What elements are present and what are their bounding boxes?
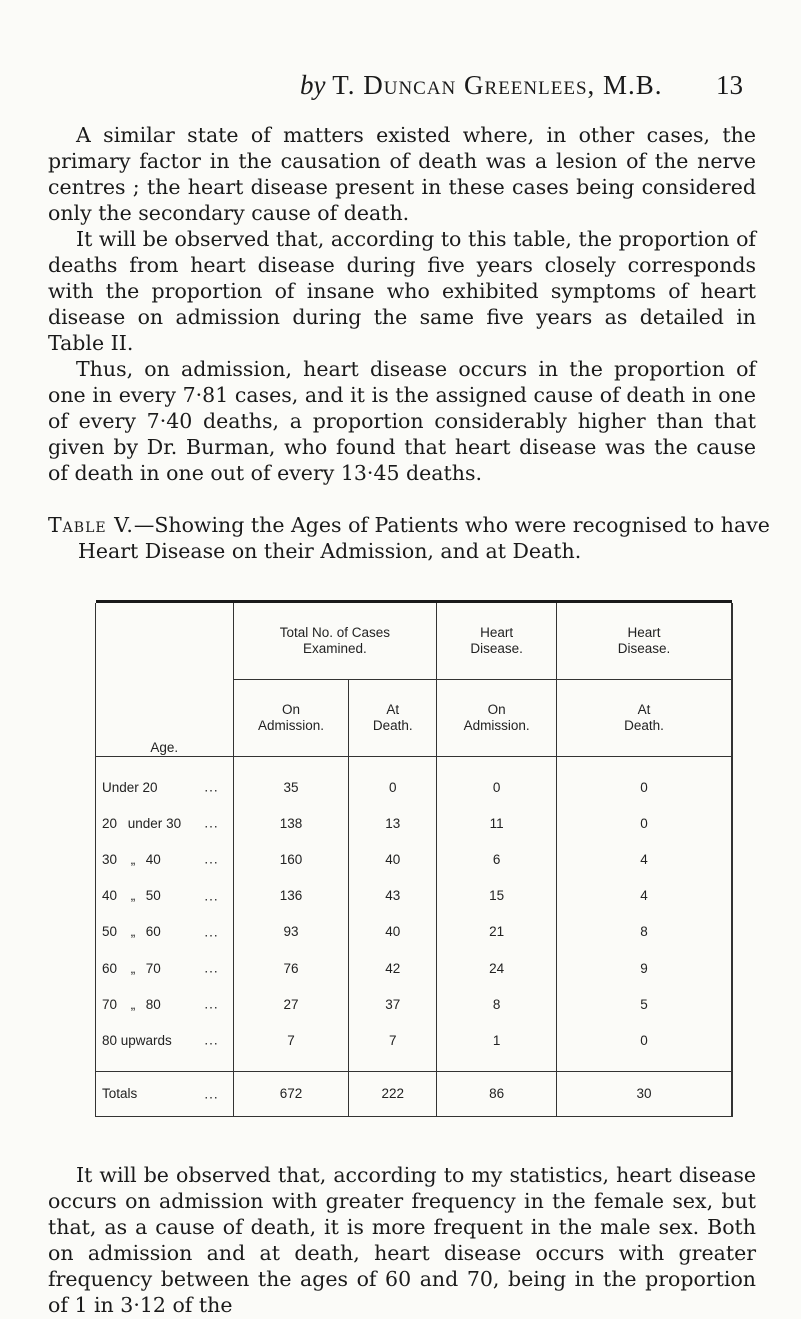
author-name: T. Duncan Greenlees, M.B. [332, 70, 663, 100]
age-to: 50 [145, 888, 161, 904]
header-on-admission-1 [233, 680, 349, 757]
leader-dots: ... [204, 996, 219, 1012]
table-caption-label: Table V. [48, 513, 134, 537]
age-to: 70 [145, 960, 161, 976]
age-from: 60 [102, 960, 118, 976]
age-cell [96, 950, 234, 986]
totals-row [96, 1072, 733, 1117]
death-cell: 37 [349, 986, 437, 1022]
age-cell [96, 769, 234, 805]
death-cell: 0 [349, 769, 437, 805]
age-from: 30 [102, 851, 118, 867]
age-cell [96, 1022, 234, 1058]
death-cell: 7 [349, 1022, 437, 1058]
header-total-cases [233, 603, 437, 680]
hd-death-cell: 4 [557, 878, 733, 914]
hd-admission-cell: 0 [437, 769, 557, 805]
age-from: 50 [102, 924, 118, 940]
age-to: 60 [145, 924, 161, 940]
admission-cell: 160 [233, 841, 349, 877]
death-cell: 40 [349, 914, 437, 950]
leader-dots: ... [204, 924, 219, 940]
age-cell [96, 986, 234, 1022]
age-sep: „ [130, 851, 136, 867]
admission-cell: 35 [233, 769, 349, 805]
totals-label: Totals [102, 1086, 138, 1101]
hd-admission-cell: 11 [437, 805, 557, 841]
age-sep: „ [130, 996, 136, 1012]
paragraph-3: Thus, on admission, heart disease occurs in the proportion of one in every 7·81 cases, and it is the assigned cause of death in one of every 7·40 deaths, a proportion considerably higher than that given by Dr. Burman, who found that heart disease was the cause of death in one out of every 13·45 deaths. [48, 357, 756, 485]
age-from: 70 [102, 996, 118, 1012]
hd-admission-cell: 8 [437, 986, 557, 1022]
death-cell: 40 [349, 841, 437, 877]
totals-admission: 672 [233, 1072, 349, 1117]
death-cell: 43 [349, 878, 437, 914]
leader-dots: ... [204, 779, 219, 795]
header-total-cases-text: Total No. of Cases Examined. [279, 625, 391, 656]
age-heart-disease-table [95, 600, 733, 1117]
paragraph-4: It will be observed that, according to my statistics, heart disease occurs on admission with greater frequency in the female sex, but that, as a cause of death, it is more frequent in the male sex. Both on admission and at death, heart disease occurs with greater frequency between the ages of 60 and 70, being in the proportion of 1 in 3·12 of the [48, 1163, 756, 1317]
paragraph-2: It will be observed that, according to this table, the proportion of deaths from heart disease during five years closely corresponds with the proportion of insane who exhibited symptoms of heart disease on admission during the same five years as detailed in Table II. [48, 227, 756, 355]
hd-death-cell: 9 [557, 950, 733, 986]
running-header [0, 70, 801, 110]
hd-death-cell: 0 [557, 769, 733, 805]
age-label: 80 upwards [102, 1032, 172, 1048]
hd-death-cell: 0 [557, 1022, 733, 1058]
death-cell: 13 [349, 805, 437, 841]
totals-hd-death: 30 [557, 1072, 733, 1117]
header-heart-disease-2-text: Heart Disease. [617, 625, 671, 656]
age-sep: „ [130, 888, 136, 904]
leader-dots: ... [204, 815, 219, 831]
totals-death: 222 [349, 1072, 437, 1117]
age-to: 80 [145, 996, 161, 1012]
table-row [96, 805, 733, 841]
header-at-death-2 [557, 680, 733, 757]
age-to: 40 [145, 851, 161, 867]
table-caption [48, 512, 786, 564]
leader-dots: ... [204, 851, 219, 867]
table-row [96, 986, 733, 1022]
admission-cell: 136 [233, 878, 349, 914]
leader-dots: ... [204, 960, 219, 976]
table-row [96, 914, 733, 950]
header-on-admission-2-text: On Admission. [463, 702, 530, 733]
table-caption-text: —Showing the Ages of Patients who were recognised to have Heart Disease on their Admission, and at Death. [78, 513, 770, 563]
age-label: Under 20 [102, 779, 158, 795]
age-sep: „ [130, 960, 136, 976]
hd-admission-cell: 24 [437, 950, 557, 986]
admission-cell: 76 [233, 950, 349, 986]
age-sep: under [127, 815, 163, 831]
totals-label-cell [96, 1072, 234, 1117]
age-from: 40 [102, 888, 118, 904]
hd-admission-cell: 21 [437, 914, 557, 950]
page-number: 13 [716, 70, 743, 100]
table-row [96, 769, 733, 805]
hd-admission-cell: 1 [437, 1022, 557, 1058]
age-to: 30 [166, 815, 182, 831]
header-at-death-1 [349, 680, 437, 757]
age-sep: „ [130, 924, 136, 940]
leader-dots: ... [204, 1086, 219, 1101]
table-row [96, 841, 733, 877]
hd-death-cell: 8 [557, 914, 733, 950]
hd-admission-cell: 15 [437, 878, 557, 914]
hd-admission-cell: 6 [437, 841, 557, 877]
paragraph-1: A similar state of matters existed where, in other cases, the primary factor in the causation of death was a lesion of the nerve centres ; the heart disease present in these cases being considered only the secondary cause of death. [48, 123, 756, 225]
author-line [300, 70, 663, 101]
header-on-admission-1-text: On Admission. [257, 702, 325, 733]
header-on-admission-2 [437, 680, 557, 757]
header-at-death-2-text: At Death. [624, 702, 664, 733]
header-heart-disease-2 [557, 603, 733, 680]
table-row [96, 1022, 733, 1058]
header-heart-disease-1 [437, 603, 557, 680]
totals-hd-admission: 86 [437, 1072, 557, 1117]
admission-cell: 27 [233, 986, 349, 1022]
header-at-death-1-text: At Death. [372, 702, 413, 733]
hd-death-cell: 0 [557, 805, 733, 841]
age-from: 20 [102, 815, 118, 831]
age-cell [96, 841, 234, 877]
header-age: Age. [96, 603, 234, 757]
age-cell [96, 878, 234, 914]
admission-cell: 138 [233, 805, 349, 841]
header-heart-disease-1-text: Heart Disease. [470, 625, 523, 656]
leader-dots: ... [204, 888, 219, 904]
table-row [96, 950, 733, 986]
age-cell [96, 914, 234, 950]
age-cell [96, 805, 234, 841]
hd-death-cell: 4 [557, 841, 733, 877]
table-row [96, 878, 733, 914]
hd-death-cell: 5 [557, 986, 733, 1022]
admission-cell: 93 [233, 914, 349, 950]
admission-cell: 7 [233, 1022, 349, 1058]
death-cell: 42 [349, 950, 437, 986]
author-by: by [300, 70, 326, 100]
leader-dots: ... [204, 1032, 219, 1048]
